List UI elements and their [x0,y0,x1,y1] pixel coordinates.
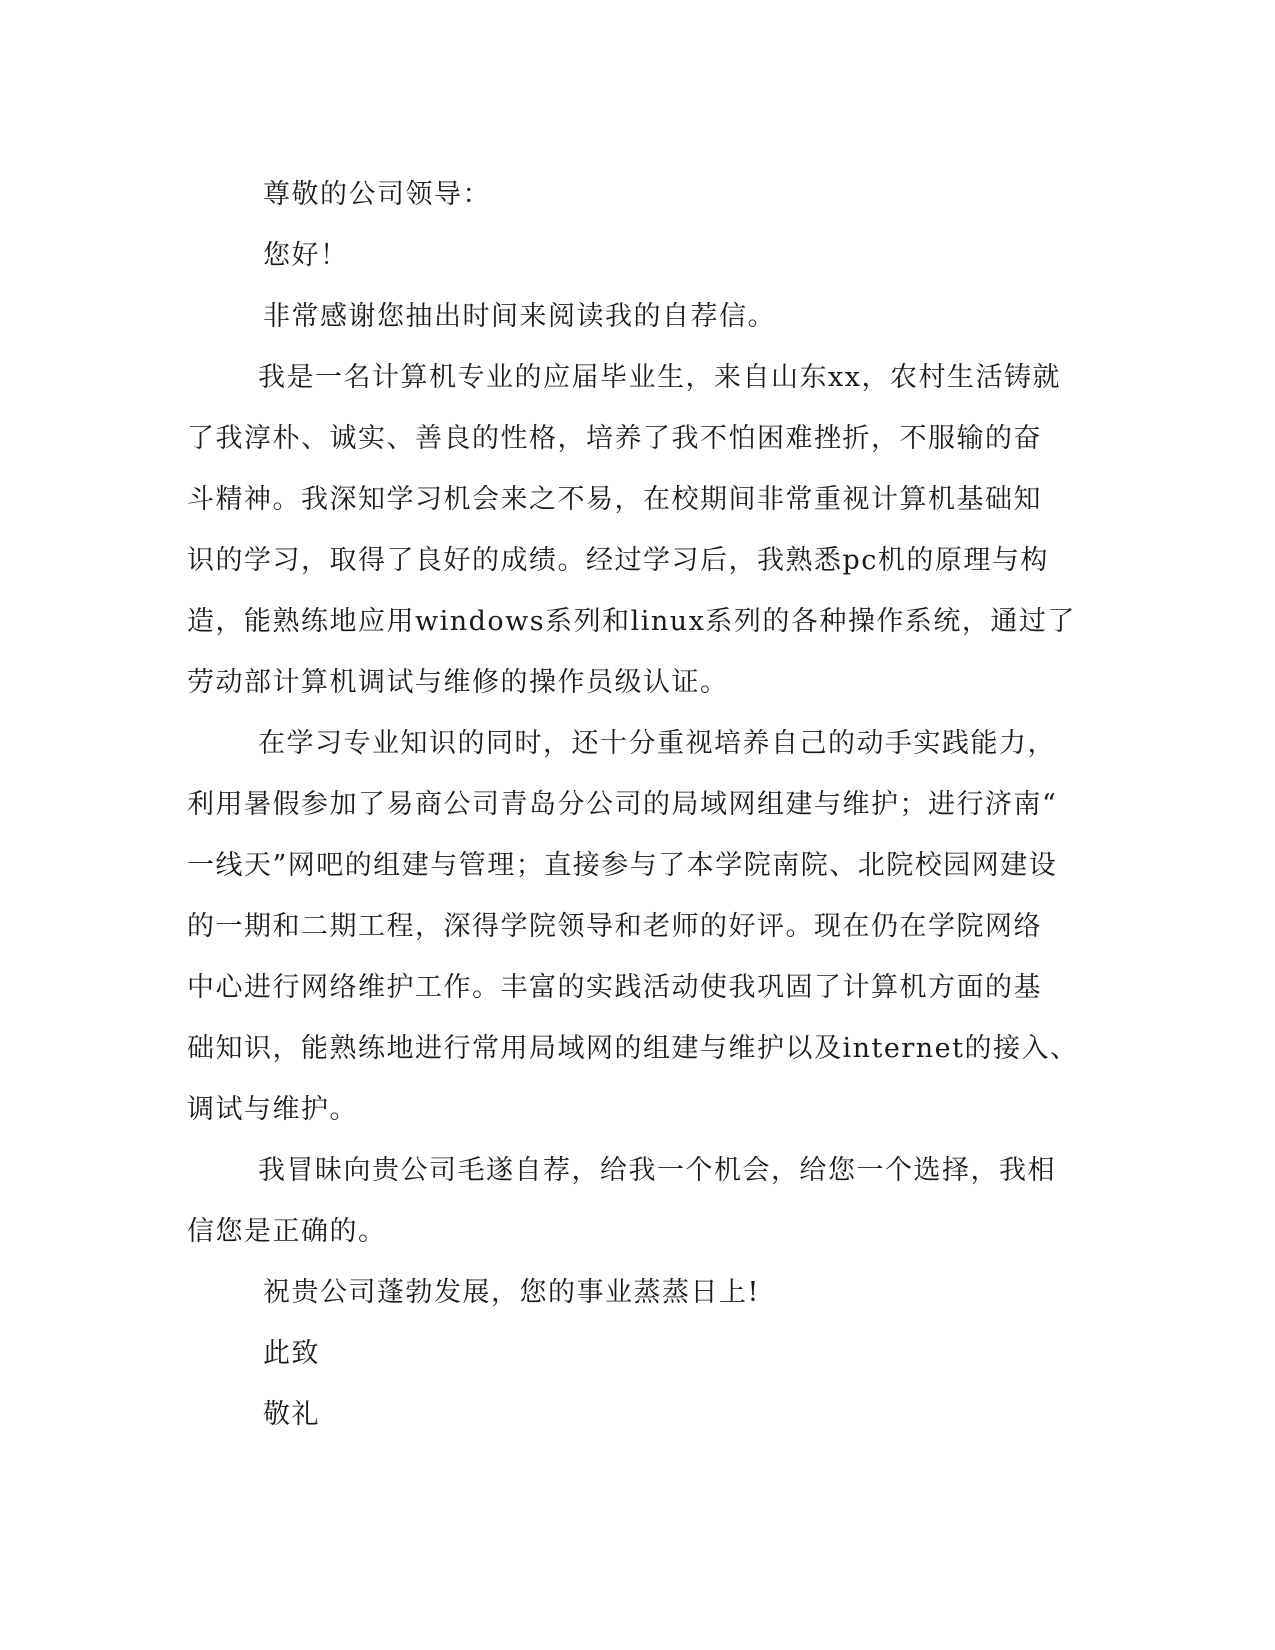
thanks-line: 非常感谢您抽出时间来阅读我的自荐信。 [263,301,776,332]
practice-line: 中心进行网络维护工作。丰富的实践活动使我巩固了计算机方面的基 [187,972,1042,1003]
closing-cizhi: 此致 [263,1338,320,1369]
intro-line: 斗精神。我深知学习机会来之不易，在校期间非常重视计算机基础知 [187,484,1042,515]
practice-line: 础知识，能熟练地进行常用局域网的组建与维护以及internet的接入、 [187,1033,1079,1064]
closing-jingli: 敬礼 [263,1399,320,1430]
recommend-line: 信您是正确的。 [187,1216,387,1247]
intro-line: 了我淳朴、诚实、善良的性格，培养了我不怕困难挫折，不服输的奋 [187,423,1042,454]
practice-line: 的一期和二期工程，深得学院领导和老师的好评。现在仍在学院网络 [187,911,1042,942]
intro-line: 劳动部计算机调试与维修的操作员级认证。 [187,667,729,698]
cover-letter [187,164,1087,1445]
practice-paragraph [187,713,1087,1140]
intro-line: 造，能熟练地应用windows系列和linux系列的各种操作系统，通过了 [187,606,1076,637]
greeting: 您好！ [263,240,349,271]
recommend-line: 我冒昧向贵公司毛遂自荐，给我一个机会，给您一个选择，我相 [258,1155,1056,1186]
practice-line: 调试与维护。 [187,1094,358,1125]
intro-line: 识的学习，取得了良好的成绩。经过学习后，我熟悉pc机的原理与构 [187,545,1049,576]
practice-line: 一线天”网吧的组建与管理；直接参与了本学院南院、北院校园网建设 [187,850,1058,881]
practice-line: 利用暑假参加了易商公司青岛分公司的局域网组建与维护；进行济南“ [187,789,1058,820]
intro-paragraph [187,347,1087,713]
recommend-paragraph [187,1140,1087,1262]
intro-line: 我是一名计算机专业的应届毕业生，来自山东xx，农村生活铸就 [258,362,1061,393]
practice-line: 在学习专业知识的同时，还十分重视培养自己的动手实践能力， [258,728,1056,759]
salutation: 尊敬的公司领导： [263,179,491,210]
wish-line: 祝贵公司蓬勃发展，您的事业蒸蒸日上! [263,1277,760,1308]
